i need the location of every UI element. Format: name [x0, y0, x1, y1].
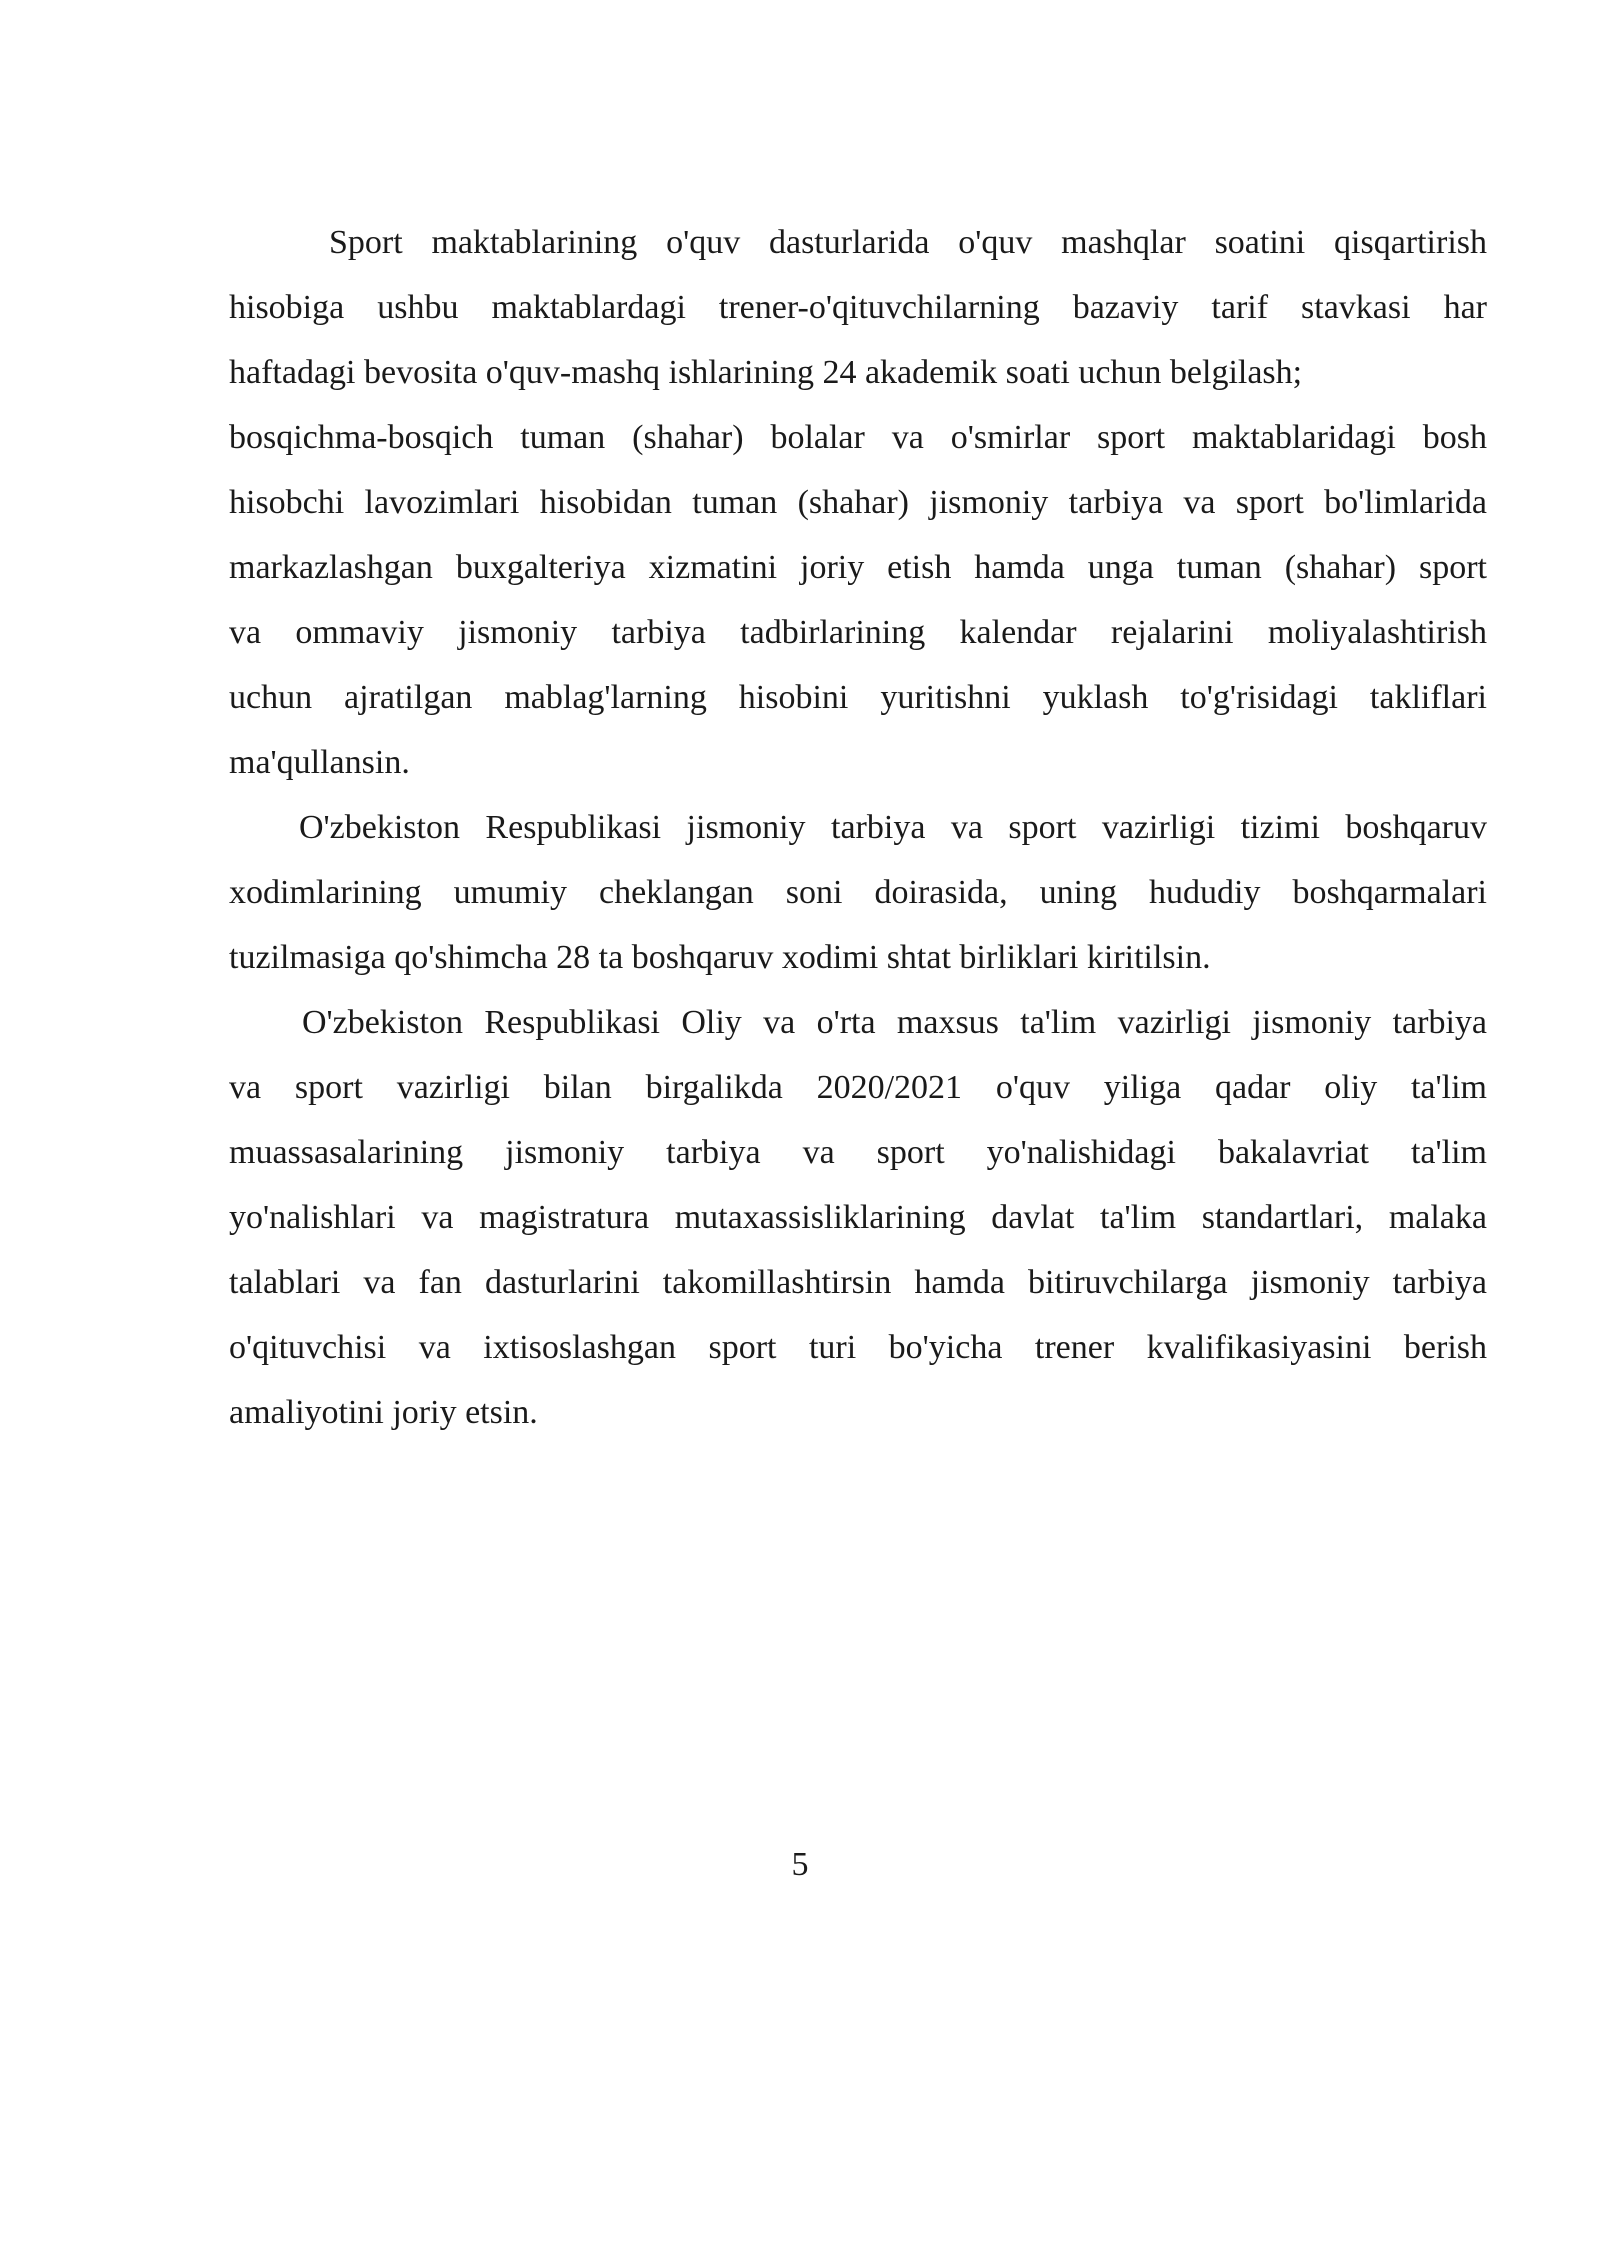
- text-line: xodimlarining umumiy cheklangan soni doirasida, uning hududiy boshqarmalari: [229, 874, 1487, 911]
- text-line: haftadagi bevosita o'quv-mashq ishlarining 24 akademik soati uchun belgilash;: [229, 354, 1303, 391]
- text-line: talablari va fan dasturlarini takomillashtirsin hamda bitiruvchilarga jismoniy tarbiya: [229, 1264, 1487, 1301]
- paragraph-sport-schools: [229, 210, 1487, 795]
- text-line: O'zbekiston Respublikasi Oliy va o'rta maxsus ta'lim vazirligi jismoniy tarbiya: [302, 1004, 1487, 1041]
- text-line: markazlashgan buxgalteriya xizmatini joriy etish hamda unga tuman (shahar) sport: [229, 549, 1487, 586]
- text-line: Sport maktablarining o'quv dasturlarida o'quv mashqlar soatini qisqartirish: [329, 224, 1487, 261]
- text-line: O'zbekiston Respublikasi jismoniy tarbiya va sport vazirligi tizimi boshqaruv: [299, 809, 1487, 846]
- text-line: hisobchi lavozimlari hisobidan tuman (shahar) jismoniy tarbiya va sport bo'limlarida: [229, 484, 1487, 521]
- text-line: uchun ajratilgan mablag'larning hisobini yuritishni yuklash to'g'risidagi takliflari: [229, 679, 1487, 716]
- text-line: muassasalarining jismoniy tarbiya va sport yo'nalishidagi bakalavriat ta'lim: [229, 1134, 1487, 1171]
- text-line: yo'nalishlari va magistratura mutaxassisliklarining davlat ta'lim standartlari, malaka: [229, 1199, 1487, 1236]
- paragraph-ministry-staff: [229, 795, 1487, 990]
- text-line: o'qituvchisi va ixtisoslashgan sport turi bo'yicha trener kvalifikasiyasini berish: [229, 1329, 1487, 1366]
- text-line: amaliyotini joriy etsin.: [229, 1394, 538, 1431]
- text-line: bosqichma-bosqich tuman (shahar) bolalar va o'smirlar sport maktablaridagi bosh: [229, 419, 1487, 456]
- text-line: ma'qullansin.: [229, 744, 410, 781]
- text-line: va sport vazirligi bilan birgalikda 2020/2021 o'quv yiliga qadar oliy ta'lim: [229, 1069, 1487, 1106]
- paragraph-higher-education: [229, 990, 1487, 1445]
- text-line: va ommaviy jismoniy tarbiya tadbirlarining kalendar rejalarini moliyalashtirish: [229, 614, 1487, 651]
- text-line: hisobiga ushbu maktablardagi trener-o'qituvchilarning bazaviy tarif stavkasi har: [229, 289, 1487, 326]
- page-number: 5: [791, 1846, 809, 1883]
- document-body: [229, 210, 1487, 1445]
- text-line: tuzilmasiga qo'shimcha 28 ta boshqaruv xodimi shtat birliklari kiritilsin.: [229, 939, 1211, 976]
